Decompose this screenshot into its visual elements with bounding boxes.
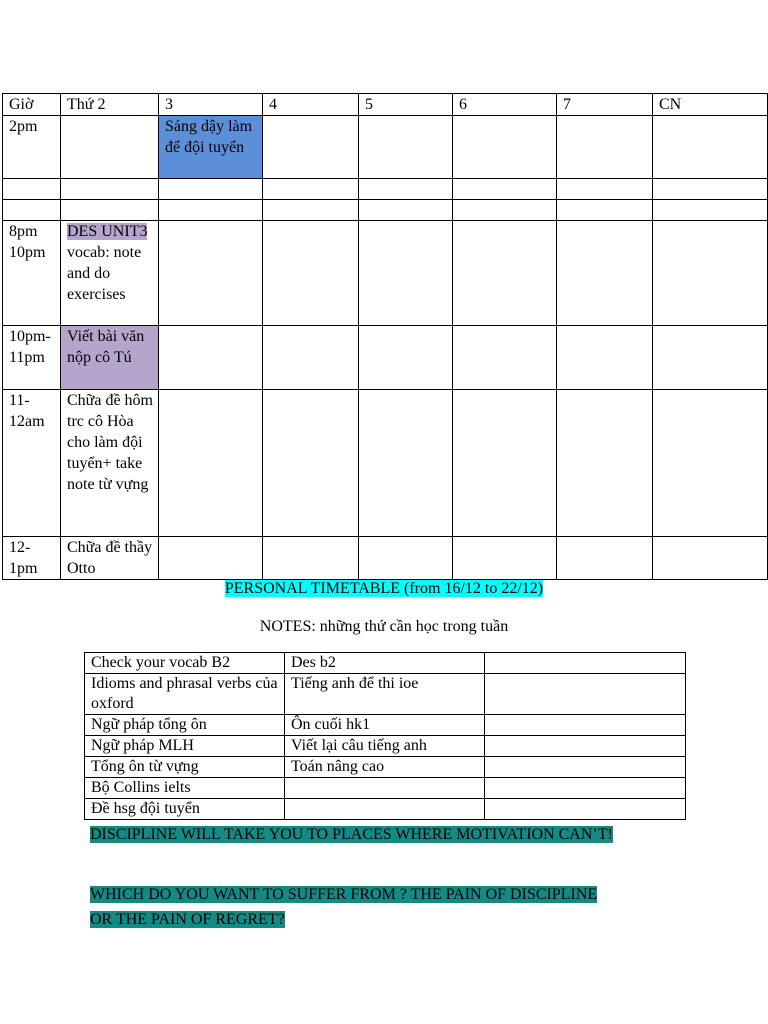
schedule-cell — [159, 200, 263, 221]
table-row — [3, 221, 768, 326]
header-saturday: 7 — [557, 94, 653, 116]
time-start: 10pm- — [9, 328, 51, 345]
schedule-cell — [453, 390, 557, 537]
notes-cell: Des b2 — [285, 653, 485, 674]
schedule-cell — [263, 116, 359, 179]
notes-cell — [485, 778, 686, 799]
schedule-cell — [159, 390, 263, 537]
schedule-text: Chữa đề hôm trc cô Hòa cho làm đội tuyển+ take note từ vựng — [67, 392, 153, 493]
schedule-cell — [453, 221, 557, 326]
notes-cell: Viết lại câu tiếng anh — [285, 736, 485, 757]
notes-cell — [485, 757, 686, 778]
time-cell — [3, 200, 61, 221]
header-friday: 6 — [453, 94, 557, 116]
time-end: 10pm — [9, 244, 46, 261]
timetable-header-row — [3, 94, 768, 116]
schedule-text: Viết bài văn nộp cô Tú — [67, 328, 145, 366]
time-cell: 2pm — [3, 116, 61, 179]
table-row — [85, 715, 686, 736]
schedule-cell-highlighted — [159, 116, 263, 179]
table-row — [85, 778, 686, 799]
schedule-cell — [159, 537, 263, 580]
notes-cell: Tổng ôn từ vựng — [85, 757, 285, 778]
time-start: 12- — [9, 539, 31, 556]
schedule-cell — [557, 537, 653, 580]
schedule-cell — [359, 537, 453, 580]
notes-cell — [485, 674, 686, 715]
time-cell — [3, 537, 61, 580]
schedule-text: Chữa đề thầy Otto — [67, 539, 153, 577]
schedule-cell — [557, 390, 653, 537]
schedule-cell — [159, 326, 263, 390]
schedule-cell — [653, 537, 768, 580]
personal-timetable — [2, 93, 768, 580]
time-cell — [3, 221, 61, 326]
time-cell — [3, 326, 61, 390]
schedule-cell — [653, 179, 768, 200]
notes-cell: Check your vocab B2 — [85, 653, 285, 674]
notes-cell — [485, 799, 686, 820]
schedule-cell — [61, 116, 159, 179]
table-row — [3, 390, 768, 537]
schedule-cell — [557, 179, 653, 200]
notes-cell — [285, 778, 485, 799]
time-cell — [3, 179, 61, 200]
schedule-cell — [359, 179, 453, 200]
table-row — [3, 116, 768, 179]
schedule-cell — [359, 221, 453, 326]
notes-title: NOTES: những thứ cần học trong tuần — [259, 618, 509, 635]
schedule-cell — [159, 221, 263, 326]
time-start: 8pm — [9, 223, 38, 240]
schedule-cell — [61, 221, 159, 326]
schedule-cell — [263, 390, 359, 537]
schedule-cell — [359, 200, 453, 221]
header-thursday: 5 — [359, 94, 453, 116]
schedule-cell — [61, 390, 159, 537]
notes-cell: Đề hsg đội tuyển — [85, 799, 285, 820]
time-end: 12am — [9, 413, 45, 430]
schedule-cell — [263, 537, 359, 580]
quote-line-2: OR THE PAIN OF REGRET? — [90, 911, 285, 928]
schedule-cell — [653, 326, 768, 390]
schedule-cell — [453, 326, 557, 390]
notes-cell: Idioms and phrasal verbs của oxford — [85, 674, 285, 715]
schedule-cell — [557, 221, 653, 326]
table-row — [85, 757, 686, 778]
schedule-cell — [557, 200, 653, 221]
schedule-cell — [453, 200, 557, 221]
header-tuesday: 3 — [159, 94, 263, 116]
schedule-text: Sáng dậy làm để đội tuyển — [165, 118, 253, 156]
schedule-cell — [557, 116, 653, 179]
highlighted-task: DES UNIT3 — [67, 223, 148, 240]
schedule-cell — [359, 326, 453, 390]
schedule-cell — [159, 179, 263, 200]
notes-cell — [285, 799, 485, 820]
time-cell — [3, 390, 61, 537]
quote-text: DISCIPLINE WILL TAKE YOU TO PLACES WHERE MOTIVATION CAN’T! — [90, 826, 613, 843]
schedule-cell — [61, 537, 159, 580]
schedule-cell — [653, 221, 768, 326]
notes-cell: Tiếng anh để thi ioe — [285, 674, 485, 715]
schedule-cell — [263, 326, 359, 390]
table-row — [85, 674, 686, 715]
header-monday: Thứ 2 — [61, 94, 159, 116]
page-title — [0, 578, 768, 599]
schedule-cell — [653, 200, 768, 221]
quote-pain — [90, 882, 690, 932]
schedule-cell — [453, 116, 557, 179]
quote-line-1: WHICH DO YOU WANT TO SUFFER FROM ? THE PAIN OF DISCIPLINE — [90, 886, 598, 903]
table-row — [85, 653, 686, 674]
schedule-cell — [263, 200, 359, 221]
quote-discipline — [90, 822, 690, 847]
schedule-cell — [653, 390, 768, 537]
header-hour: Giờ — [3, 94, 61, 116]
notes-cell: Ngữ pháp MLH — [85, 736, 285, 757]
schedule-cell — [359, 390, 453, 537]
schedule-cell — [557, 326, 653, 390]
header-sunday: CN — [653, 94, 768, 116]
table-row — [3, 200, 768, 221]
table-row — [85, 799, 686, 820]
schedule-cell — [359, 116, 453, 179]
time-end: 11pm — [9, 349, 45, 366]
notes-cell: Toán nâng cao — [285, 757, 485, 778]
notes-cell: Bộ Collins ielts — [85, 778, 285, 799]
schedule-cell-highlighted — [61, 326, 159, 390]
notes-cell — [485, 736, 686, 757]
table-row — [3, 179, 768, 200]
table-row — [85, 736, 686, 757]
notes-cell: Ngữ pháp tổng ôn — [85, 715, 285, 736]
header-wednesday: 4 — [263, 94, 359, 116]
page-title-text: PERSONAL TIMETABLE (from 16/12 to 22/12) — [224, 580, 544, 597]
time-start: 11- — [9, 392, 30, 409]
schedule-cell — [453, 537, 557, 580]
schedule-cell — [61, 200, 159, 221]
notes-cell: Ôn cuối hk1 — [285, 715, 485, 736]
table-row — [3, 326, 768, 390]
schedule-cell — [453, 179, 557, 200]
schedule-cell — [61, 179, 159, 200]
schedule-cell — [263, 179, 359, 200]
table-row — [3, 537, 768, 580]
notes-cell — [485, 653, 686, 674]
notes-table — [84, 652, 686, 820]
task-details: vocab: note and do exercises — [67, 244, 142, 303]
schedule-cell — [653, 116, 768, 179]
notes-cell — [485, 715, 686, 736]
time-end: 1pm — [9, 560, 38, 577]
schedule-cell — [263, 221, 359, 326]
